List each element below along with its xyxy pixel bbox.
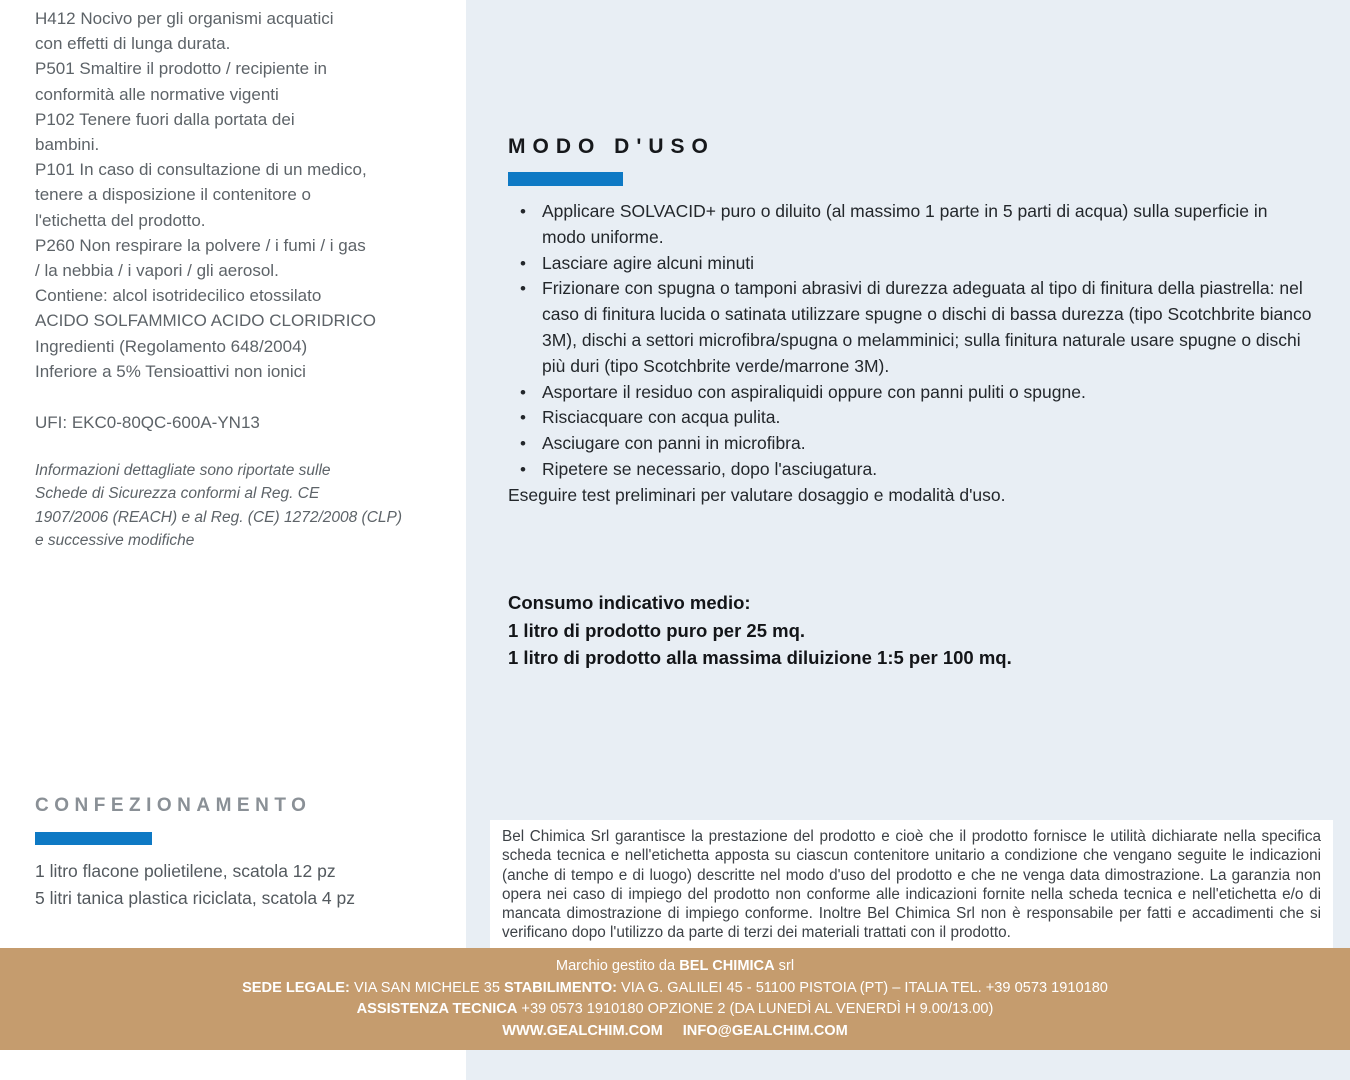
packaging-details [35,858,465,912]
hazard-line: l'etichetta del prodotto. [35,210,206,230]
footer-line-brand [0,956,1350,978]
hazard-line: ACIDO SOLFAMMICO ACIDO CLORIDRICO [35,311,376,331]
footer-line-assistance [0,999,1350,1021]
safety-datasheet-note [35,459,465,553]
usage-bullet: • Asportare il residuo con aspiraliquidi oppure con panni puliti o spugne. [508,380,1316,406]
note-line: 1907/2006 (REACH) e al Reg. (CE) 1272/2008 (CLP) [35,508,403,526]
hazard-line: H412 Nocivo per gli organismi acquatici [35,9,334,28]
footer-line-links [0,1021,1350,1043]
footer-label: STABILIMENTO: [504,979,617,996]
hazard-line: Inferiore a 5% Tensioattivi non ionici [35,361,306,381]
footer-company-name: BEL CHIMICA [679,958,775,974]
note-line: e successive modifiche [35,532,195,550]
usage-bullet: • Asciugare con panni in microfibra. [508,431,1316,457]
consumption-line: 1 litro di prodotto alla massima diluizione 1:5 per 100 mq. [508,647,1012,669]
hazard-line: P101 In caso di consultazione di un medico, [35,160,367,180]
packaging-section-title: CONFEZIONAMENTO [35,795,312,816]
usage-section-title: MODO D'USO [508,135,715,158]
hazard-statements [35,6,465,384]
note-line: Schede di Sicurezza conformi al Reg. CE [35,485,320,503]
usage-accent-bar [508,172,623,186]
footer-text: srl [774,958,795,974]
footer-label: ASSISTENZA TECNICA [356,1001,518,1018]
footer-website: WWW.GEALCHIM.COM [502,1022,663,1039]
footer-text: +39 0573 1910180 OPZIONE 2 (DA LUNEDÌ AL VENERDÌ H 9.00/13.00) [517,1001,994,1018]
footer-text: VIA SAN MICHELE 35 [349,979,505,996]
hazard-line: / la nebbia / i vapori / gli aerosol. [35,261,279,281]
packaging-accent-bar [35,832,152,845]
usage-bullet-list [508,199,1316,483]
footer-label: SEDE LEGALE: [242,979,350,996]
note-line: Informazioni dettagliate sono riportate sulle [35,462,331,479]
usage-bullet: • Risciacquare con acqua pulita. [508,405,1316,431]
usage-bullet: • Applicare SOLVACID+ puro o diluito (al massimo 1 parte in 5 parti di acqua) sulla superficie in modo uniforme. [508,199,1316,251]
footer-text: Marchio gestito da [555,958,680,974]
warranty-disclaimer: Bel Chimica Srl garantisce la prestazione del prodotto e cioè che il prodotto fornisce le utilità dichiarate nella specifica scheda tecnica e nell'etichetta apposta su ciascun contenitore unitario a condizione che vengano seguite le indicazioni (anche di tempo e di luogo) descritte nel modo d'uso del prodotto e che ne venga data dimostrazione. La garanzia non opera nei caso di impiego del prodotto non conforme alle indicazioni fornite nella scheda tecnica e nell'etichetta e/o di mancata dimostrazione di impiego conforme. Inoltre Bel Chimica Srl non è responsabile per fatti e accadimenti che si verificano dopo l'utilizzo da parte di terzi dei materiali trattati con il prodotto. [490,820,1333,951]
usage-bullet: • Ripetere se necessario, dopo l'asciugatura. [508,457,1316,483]
consumption-info [508,589,1316,672]
footer-company-bar [0,948,1350,1050]
footer-line-address [0,978,1350,1000]
usage-bullet: • Frizionare con spugna o tamponi abrasivi di durezza adeguata al tipo di finitura della piastrella: nel caso di finitura lucida o satinata utilizzare spugne o dischi di bassa durezza (tipo Scotchbrite bianco 3M), dischi a settori microfibra/spugna o melamminici; sulla finitura naturale usare spugne o dischi più duri (tipo Scotchbrite verde/marrone 3M). [508,276,1316,379]
hazard-line: Contiene: alcol isotridecilico etossilato [35,286,322,306]
consumption-line: 1 litro di prodotto puro per 25 mq. [508,619,806,641]
hazard-line: con effetti di lunga durata. [35,34,231,54]
hazard-line: Ingredienti (Regolamento 648/2004) [35,336,308,356]
ufi-code: UFI: EKC0-80QC-600A-YN13 [35,413,260,432]
hazard-line: P260 Non respirare la polvere / i fumi / i gas [35,235,366,255]
hazard-line: conformità alle normative vigenti [35,84,279,104]
usage-bullet: • Lasciare agire alcuni minuti [508,251,1316,277]
packaging-line: 5 litri tanica plastica riciclata, scatola 4 pz [35,888,355,908]
usage-final-note: Eseguire test preliminari per valutare dosaggio e modalità d'uso. [508,484,1006,505]
hazard-line: bambini. [35,135,100,155]
usage-instructions [508,199,1316,509]
packaging-line: 1 litro flacone polietilene, scatola 12 pz [35,861,336,881]
footer-text: VIA G. GALILEI 45 - 51100 PISTOIA (PT) – ITALIA TEL. +39 0573 1910180 [616,979,1108,996]
hazard-line: P102 Tenere fuori dalla portata dei [35,109,295,129]
consumption-line: Consumo indicativo medio: [508,592,751,613]
hazard-line: P501 Smaltire il prodotto / recipiente in [35,59,327,79]
hazard-line: tenere a disposizione il contenitore o [35,185,311,205]
footer-email: INFO@GEALCHIM.COM [682,1022,848,1039]
